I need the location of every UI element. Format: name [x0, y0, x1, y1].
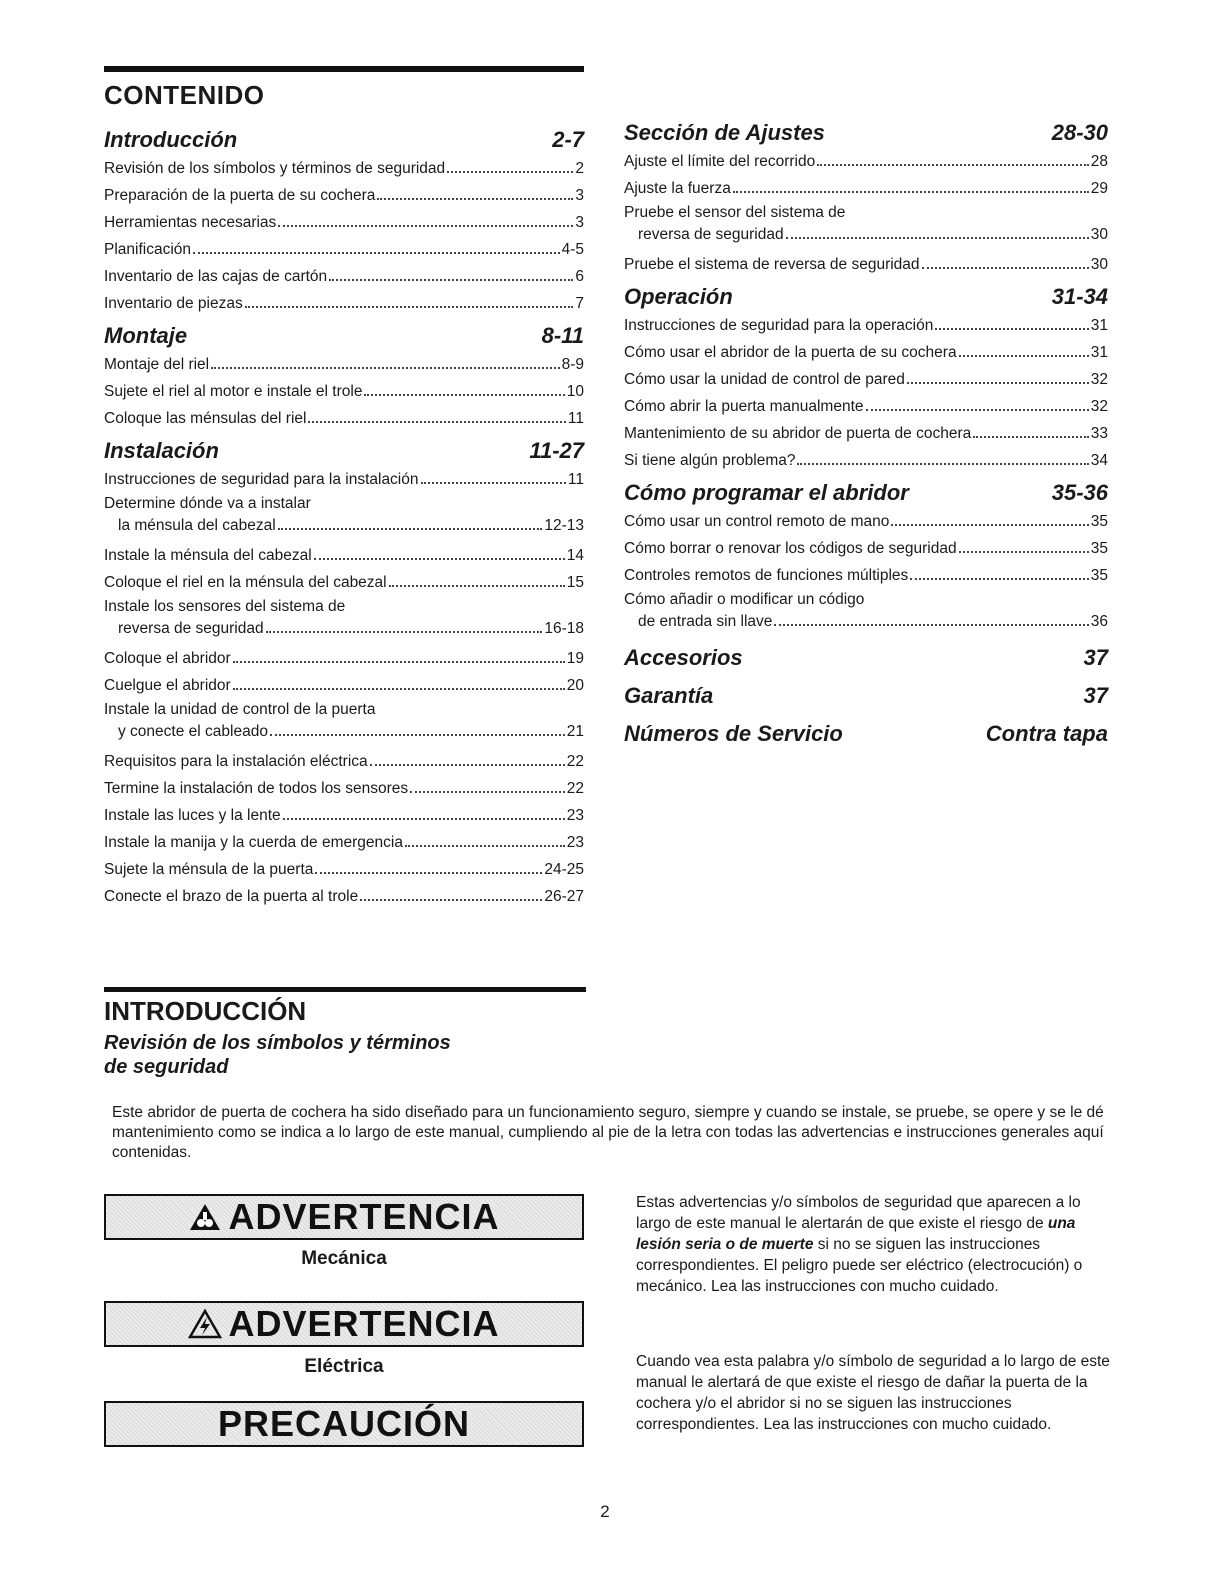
dot-leader	[364, 394, 564, 396]
toc-entry-page: 10	[566, 383, 584, 400]
toc-entry-text: Pruebe el sistema de reversa de seguridad	[624, 256, 920, 273]
toc-entry	[624, 339, 1108, 366]
toc-entry-text: Termine la instalación de todos los sensores	[104, 780, 409, 797]
toc-entry-page: 20	[566, 677, 584, 694]
toc-section-heading	[624, 284, 1108, 310]
dot-leader	[959, 551, 1089, 553]
dot-leader	[370, 764, 565, 766]
toc-section-title: Operación	[624, 284, 733, 309]
toc-section-heading	[624, 480, 1108, 506]
toc-entry-text-cont: la ménsula del cabezal	[118, 517, 276, 534]
toc-section-pages: 31-34	[1051, 284, 1108, 309]
toc-entry-page: 22	[566, 753, 584, 770]
toc-entry-text: Instale las luces y la lente	[104, 807, 281, 824]
toc-entry	[104, 466, 584, 493]
toc-entry-page: 23	[566, 834, 584, 851]
dot-leader	[360, 899, 542, 901]
dot-leader	[959, 355, 1089, 357]
dot-leader	[211, 367, 559, 369]
dot-leader	[973, 436, 1089, 438]
toc-entry	[104, 542, 584, 569]
toc-entry-page: 31	[1090, 344, 1108, 361]
dot-leader	[233, 661, 565, 663]
toc-title: CONTENIDO	[104, 80, 265, 110]
dot-leader	[278, 528, 543, 530]
toc-entry-text: Coloque el abridor	[104, 650, 231, 667]
toc-entry	[104, 378, 584, 405]
toc-section-pages: 8-11	[541, 323, 584, 348]
dot-leader	[891, 524, 1088, 526]
toc-section-pages: 11-27	[529, 438, 584, 463]
toc-section-pages: 37	[1083, 683, 1108, 708]
toc-entry-text: Cuelgue el abridor	[104, 677, 231, 694]
toc-entry-text: Requisitos para la instalación eléctrica	[104, 753, 368, 770]
toc-entry	[624, 508, 1108, 535]
toc-entry	[104, 775, 584, 802]
dot-leader	[935, 328, 1088, 330]
intro-section	[104, 987, 586, 1079]
dot-leader	[193, 252, 560, 254]
warning-electrical-sign	[104, 1301, 584, 1347]
toc-entry-page: 12-13	[544, 517, 584, 534]
toc-entry	[624, 202, 1108, 246]
toc-entry	[624, 420, 1108, 447]
toc-entry-line2	[624, 611, 1108, 633]
warning-desc-after: si no se siguen las instrucciones correspondientes. El peligro puede ser eléctrico (electrocución) o mecánico. Lea las instrucciones con mucho cuidado.	[636, 1236, 1083, 1295]
toc-entry-page: 26-27	[544, 888, 584, 905]
intro-subtitle	[104, 1031, 586, 1079]
dot-leader	[410, 791, 565, 793]
toc-left-sections	[104, 127, 584, 910]
dot-leader	[817, 164, 1089, 166]
toc-solo-heading	[624, 715, 1108, 753]
toc-solo-sections	[624, 639, 1108, 753]
mechanical-warning-icon	[188, 1202, 222, 1232]
toc-solo-heading	[624, 639, 1108, 677]
toc-entry-page: 30	[1090, 226, 1108, 243]
toc-entry-text: Cómo borrar o renovar los códigos de seguridad	[624, 540, 957, 557]
toc-entry	[104, 699, 584, 743]
toc-entry-page: 32	[1090, 371, 1108, 388]
warning-description	[636, 1192, 1116, 1297]
toc-entry-text: Instrucciones de seguridad para la operación	[624, 317, 934, 334]
toc-entry	[104, 748, 584, 775]
toc-section-title: Montaje	[104, 323, 188, 348]
caution-label: PRECAUCIÓN	[217, 1403, 470, 1444]
dot-leader	[314, 558, 565, 560]
toc-section-title: Garantía	[624, 683, 714, 708]
toc-section-heading	[624, 120, 1108, 146]
caution-description: Cuando vea esta palabra y/o símbolo de seguridad a lo largo de este manual le alertará de que existe el riesgo de dañar la puerta de la cochera y/o el abridor si no se siguen las instrucciones correspondientes. Lea las instrucciones con mucho cuidado.	[636, 1353, 1110, 1433]
toc-entry-page: 16-18	[544, 620, 584, 637]
toc-entry	[104, 209, 584, 236]
toc-entry-line2	[104, 515, 584, 537]
dot-leader	[308, 421, 565, 423]
toc-section-title: Cómo programar el abridor	[624, 480, 909, 505]
dot-leader	[233, 688, 565, 690]
toc-entry	[104, 405, 584, 432]
toc-entry-text: Cómo usar el abridor de la puerta de su cochera	[624, 344, 957, 361]
dot-leader	[266, 631, 543, 633]
toc-entry	[104, 351, 584, 378]
dot-leader	[910, 578, 1088, 580]
toc-entry-page: 11	[567, 471, 584, 488]
intro-subtitle-line2: de seguridad	[104, 1056, 229, 1078]
warning-mechanical-caption: Mecánica	[301, 1248, 387, 1269]
toc-entry-page: 36	[1090, 613, 1108, 630]
toc-entry-text: Si tiene algún problema?	[624, 452, 796, 469]
toc-entry	[104, 236, 584, 263]
toc-entry-text: Cómo usar un control remoto de mano	[624, 513, 890, 530]
warning-mechanical-label: ADVERTENCIA	[228, 1196, 500, 1237]
dot-leader	[866, 409, 1089, 411]
toc-section-pages: 28-30	[1051, 120, 1108, 145]
toc-entry	[104, 829, 584, 856]
toc-entry	[624, 562, 1108, 589]
toc-entry-page: 31	[1090, 317, 1108, 334]
toc-section-title: Introducción	[104, 127, 238, 152]
toc-entry	[104, 290, 584, 317]
toc-entry	[104, 263, 584, 290]
toc-entry-text: Coloque el riel en la ménsula del cabezal	[104, 574, 387, 591]
dot-leader	[315, 872, 542, 874]
toc-entry-page: 21	[566, 723, 584, 740]
toc-entry-text: Cómo abrir la puerta manualmente	[624, 398, 864, 415]
dot-leader	[922, 267, 1089, 269]
toc-entry	[624, 535, 1108, 562]
toc-entry	[104, 802, 584, 829]
toc-section-pages: 2-7	[552, 127, 584, 152]
toc-entry-text: Instale los sensores del sistema de	[104, 598, 346, 615]
toc-entry	[104, 856, 584, 883]
toc-entry-page: 23	[566, 807, 584, 824]
toc-entry	[104, 672, 584, 699]
dot-leader	[283, 818, 565, 820]
intro-subtitle-line1: Revisión de los símbolos y términos	[104, 1032, 451, 1054]
toc-entry-line2	[624, 224, 1108, 246]
toc-entry	[104, 569, 584, 596]
warning-desc-before: Estas advertencias y/o símbolos de seguridad que aparecen a lo largo de este manual le alertarán de que existe el riesgo de	[636, 1194, 1081, 1232]
toc-right-column	[624, 66, 1108, 753]
intro-paragraph: Este abridor de puerta de cochera ha sido diseñado para un funcionamiento seguro, siempre y cuando se instale, se pruebe, se opere y se le dé mantenimiento como se indica a lo largo de este manual, cumpliendo al pie de la letra con todas las advertencias e instrucciones generales aquí contenidas.	[112, 1104, 1104, 1161]
dot-leader	[329, 279, 573, 281]
toc-entry-page: 30	[1090, 256, 1108, 273]
toc-entry	[624, 175, 1108, 202]
toc-entry-page: 3	[575, 214, 584, 231]
dot-leader	[786, 237, 1089, 239]
dot-leader	[774, 624, 1088, 626]
toc-entry-text: Herramientas necesarias	[104, 214, 277, 231]
toc-entry-text: Ajuste el límite del recorrido	[624, 153, 816, 170]
dot-leader	[278, 225, 573, 227]
toc-entry-text: Instale la manija y la cuerda de emergencia	[104, 834, 403, 851]
page-number: 2	[600, 1502, 610, 1521]
dot-leader	[405, 845, 565, 847]
toc-entry-page: 15	[566, 574, 584, 591]
caution-sign	[104, 1401, 584, 1447]
toc-entry-page: 35	[1090, 540, 1108, 557]
toc-section-title: Sección de Ajustes	[624, 120, 825, 145]
toc-section-heading	[104, 323, 584, 349]
toc-entry-text: Montaje del riel	[104, 356, 210, 373]
toc-entry-line2	[104, 721, 584, 743]
toc-entry	[104, 645, 584, 672]
toc-entry-page: 34	[1090, 452, 1108, 469]
toc-entry-page: 28	[1090, 153, 1108, 170]
toc-entry-page: 24-25	[544, 861, 584, 878]
toc-entry-page: 19	[566, 650, 584, 667]
toc-entry-text: Instale la unidad de control de la puerta	[104, 701, 376, 718]
toc-entry-page: 3	[575, 187, 584, 204]
toc-entry-page: 22	[566, 780, 584, 797]
intro-rule	[104, 987, 586, 992]
toc-entry-page: 8-9	[561, 356, 584, 373]
toc-entry	[104, 182, 584, 209]
toc-entry-text: Revisión de los símbolos y términos de seguridad	[104, 160, 446, 177]
toc-solo-heading	[624, 677, 1108, 715]
dot-leader	[245, 306, 574, 308]
toc-left-column	[104, 66, 584, 910]
dot-leader	[733, 191, 1089, 193]
toc-entry-text: Cómo usar la unidad de control de pared	[624, 371, 905, 388]
dot-leader	[377, 198, 573, 200]
toc-entry-text: Mantenimiento de su abridor de puerta de cochera	[624, 425, 972, 442]
toc-entry-text: Inventario de las cajas de cartón	[104, 268, 328, 285]
toc-entry	[104, 155, 584, 182]
toc-entry	[104, 883, 584, 910]
warning-desc-emphasis: una lesión seria o de muerte	[636, 1215, 1076, 1253]
toc-entry	[104, 493, 584, 537]
dot-leader	[389, 585, 565, 587]
toc-entry-page: 7	[575, 295, 584, 312]
toc-section-pages: 37	[1083, 645, 1108, 670]
toc-entry-text: Preparación de la puerta de su cochera	[104, 187, 376, 204]
dot-leader	[907, 382, 1089, 384]
toc-entry-text-cont: reversa de seguridad	[118, 620, 264, 637]
toc-rule	[104, 66, 584, 72]
toc-entry-text: Controles remotos de funciones múltiples	[624, 567, 909, 584]
toc-entry-text: Planificación	[104, 241, 192, 258]
toc-entry-text-cont: y conecte el cableado	[118, 723, 268, 740]
toc-entry-page: 14	[566, 547, 584, 564]
warning-electrical-caption: Eléctrica	[304, 1356, 384, 1377]
toc-entry-text: Pruebe el sensor del sistema de	[624, 204, 846, 221]
toc-entry	[624, 148, 1108, 175]
toc-entry-text: Determine dónde va a instalar	[104, 495, 311, 512]
dot-leader	[421, 482, 566, 484]
toc-section-title: Números de Servicio	[624, 721, 843, 746]
toc-entry-text: Conecte el brazo de la puerta al trole	[104, 888, 359, 905]
toc-entry-page: 11	[567, 410, 584, 427]
toc-entry-text: Cómo añadir o modificar un código	[624, 591, 865, 608]
toc-entry-line2	[104, 618, 584, 640]
dot-leader	[270, 734, 565, 736]
toc-entry-page: 6	[575, 268, 584, 285]
intro-title: INTRODUCCIÓN	[104, 996, 307, 1026]
toc-entry-text: Coloque las ménsulas del riel	[104, 410, 307, 427]
toc-section-title: Accesorios	[624, 645, 743, 670]
toc-section-title: Instalación	[104, 438, 219, 463]
toc-entry-page: 35	[1090, 513, 1108, 530]
toc-entry	[624, 447, 1108, 474]
toc-entry-page: 29	[1090, 180, 1108, 197]
toc-section-heading	[104, 127, 584, 153]
toc-entry-text: Ajuste la fuerza	[624, 180, 731, 197]
toc-entry-text: Sujete la ménsula de la puerta	[104, 861, 314, 878]
toc-entry	[624, 251, 1108, 278]
toc-entry-text-cont: reversa de seguridad	[638, 226, 784, 243]
toc-section-heading	[104, 438, 584, 464]
toc-entry-page: 33	[1090, 425, 1108, 442]
toc-entry-text: Instale la ménsula del cabezal	[104, 547, 312, 564]
warning-mechanical-sign	[104, 1194, 584, 1240]
toc-entry-page: 4-5	[561, 241, 584, 258]
toc-section-pages: 35-36	[1051, 480, 1108, 505]
dot-leader	[447, 171, 573, 173]
toc-section-pages: Contra tapa	[985, 721, 1108, 746]
toc-entry-page: 32	[1090, 398, 1108, 415]
dot-leader	[797, 463, 1088, 465]
toc-entry-page: 2	[575, 160, 584, 177]
toc-entry	[624, 589, 1108, 633]
toc-right-sections	[624, 120, 1108, 633]
toc-entry-text: Instrucciones de seguridad para la instalación	[104, 471, 419, 488]
warning-electrical-label: ADVERTENCIA	[228, 1303, 500, 1344]
toc-entry-page: 35	[1090, 567, 1108, 584]
toc-entry	[104, 596, 584, 640]
toc-entry	[624, 312, 1108, 339]
toc-entry-text-cont: de entrada sin llave	[638, 613, 773, 630]
toc-entry-text: Sujete el riel al motor e instale el trole	[104, 383, 363, 400]
toc-entry	[624, 366, 1108, 393]
toc-entry	[624, 393, 1108, 420]
toc-entry-text: Inventario de piezas	[104, 295, 243, 312]
electrical-warning-icon	[188, 1309, 222, 1339]
